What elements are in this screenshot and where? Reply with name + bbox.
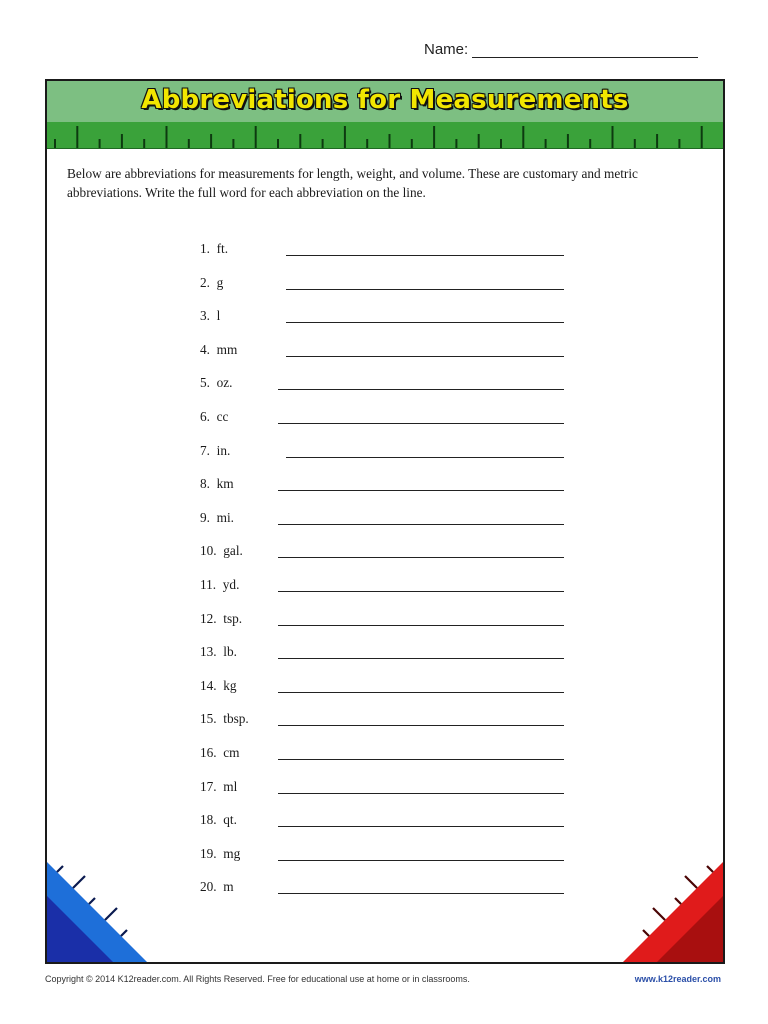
item-abbreviation: 19. mg bbox=[200, 845, 241, 861]
list-item bbox=[200, 342, 570, 362]
list-item bbox=[200, 577, 570, 597]
list-item bbox=[200, 745, 570, 765]
answer-line[interactable] bbox=[278, 759, 564, 760]
answer-line[interactable] bbox=[286, 322, 564, 323]
item-abbreviation: 16. cm bbox=[200, 745, 240, 760]
item-abbreviation: 1. ft. bbox=[200, 241, 229, 256]
item-abbreviation: 14. kg bbox=[200, 677, 237, 693]
list-item bbox=[200, 476, 570, 496]
item-abbreviation: 13. lb. bbox=[200, 644, 237, 660]
answer-line[interactable] bbox=[278, 625, 564, 626]
answer-line[interactable] bbox=[278, 893, 564, 894]
list-item bbox=[200, 611, 570, 631]
item-abbreviation: 20. m bbox=[200, 879, 234, 895]
item-abbreviation: 2. g bbox=[200, 274, 224, 290]
item-abbreviation: 3. l bbox=[200, 308, 221, 324]
item-abbreviation: 9. mi. bbox=[200, 509, 234, 525]
answer-line[interactable] bbox=[278, 860, 564, 861]
list-item bbox=[200, 879, 570, 899]
list-item bbox=[200, 678, 570, 698]
answer-line[interactable] bbox=[286, 356, 564, 357]
list-item bbox=[200, 543, 570, 563]
answer-line[interactable] bbox=[286, 457, 564, 458]
worksheet-frame bbox=[45, 79, 725, 964]
page-title: Abbreviations for Measurements bbox=[141, 85, 629, 115]
list-item bbox=[200, 375, 570, 395]
blue-ruler-corner-icon bbox=[47, 862, 147, 962]
answer-line[interactable] bbox=[278, 826, 564, 827]
answer-line[interactable] bbox=[278, 490, 564, 491]
answer-line[interactable] bbox=[286, 289, 564, 290]
name-label: Name: bbox=[424, 41, 469, 58]
list-item bbox=[200, 308, 570, 328]
list-item bbox=[200, 510, 570, 530]
item-abbreviation: 8. km bbox=[200, 476, 234, 492]
name-field[interactable] bbox=[424, 41, 698, 58]
answer-line[interactable] bbox=[278, 658, 564, 659]
item-abbreviation: 12. tsp. bbox=[200, 610, 243, 626]
list-item bbox=[200, 275, 570, 295]
answer-line[interactable] bbox=[286, 255, 564, 256]
item-abbreviation: 18. qt. bbox=[200, 812, 237, 828]
answer-line[interactable] bbox=[278, 524, 564, 525]
list-item bbox=[200, 846, 570, 866]
item-abbreviation: 15. tbsp. bbox=[200, 711, 249, 727]
list-item bbox=[200, 409, 570, 429]
instructions: Below are abbreviations for measurements for length, weight, and volume. These are customary and metric abbreviations. Write the full word for each abbreviation on the line. bbox=[67, 166, 638, 200]
answer-line[interactable] bbox=[278, 793, 564, 794]
list-item bbox=[200, 812, 570, 832]
item-abbreviation: 4. mm bbox=[200, 341, 238, 357]
item-abbreviation: 17. ml bbox=[200, 778, 238, 794]
list-item bbox=[200, 644, 570, 664]
title-banner bbox=[47, 81, 723, 122]
website-link[interactable]: www.k12reader.com bbox=[634, 974, 721, 984]
answer-line[interactable] bbox=[278, 557, 564, 558]
name-blank-line[interactable] bbox=[472, 43, 698, 58]
item-abbreviation: 10. gal. bbox=[200, 543, 243, 559]
list-item bbox=[200, 711, 570, 731]
list-item bbox=[200, 779, 570, 799]
red-ruler-corner-icon bbox=[623, 862, 723, 962]
item-abbreviation: 6. cc bbox=[200, 409, 229, 424]
item-abbreviation: 5. oz. bbox=[200, 375, 233, 391]
copyright-notice: Copyright © 2014 K12reader.com. All Rights Reserved. Free for educational use at home or in classrooms. bbox=[45, 974, 470, 984]
answer-line[interactable] bbox=[278, 692, 564, 693]
answer-line[interactable] bbox=[278, 591, 564, 592]
ruler-icon bbox=[47, 122, 723, 149]
list-item bbox=[200, 443, 570, 463]
item-abbreviation: 7. in. bbox=[200, 442, 231, 458]
answer-line[interactable] bbox=[278, 725, 564, 726]
answer-line[interactable] bbox=[278, 389, 564, 390]
list-item bbox=[200, 241, 570, 261]
item-abbreviation: 11. yd. bbox=[200, 577, 240, 592]
answer-line[interactable] bbox=[278, 423, 564, 424]
